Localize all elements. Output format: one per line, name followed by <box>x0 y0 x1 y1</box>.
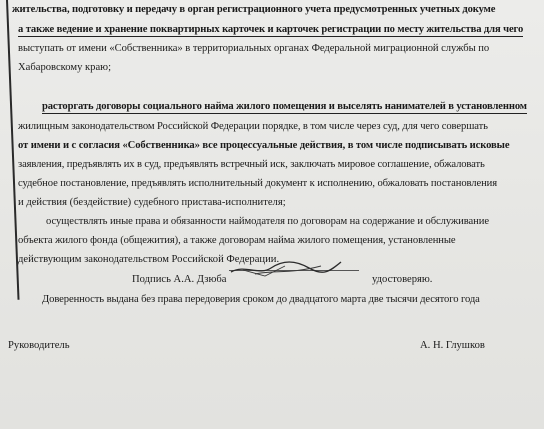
handwritten-signature <box>225 254 345 280</box>
body-line-6: жилищным законодательством Российской Федерации порядке, в том числе через суд, для чего совершать <box>18 121 488 132</box>
body-line-3: выступать от имени «Собственника» в территориальных органах Федеральной миграционной службы по <box>18 43 490 54</box>
body-line-5: расторгать договоры социального найма жилого помещения и выселять нанимателей в установленном <box>42 101 527 112</box>
body-line-9: судебное постановление, предъявлять исполнительный документ к исполнению, обжаловать постановления <box>18 178 497 189</box>
body-line-8: заявления, предъявлять их в суд, предъявлять встречный иск, заключать мировое соглашение, обжаловать <box>18 159 485 170</box>
body-line-4: Хабаровскому краю; <box>18 62 112 73</box>
signature-label: Подпись А.А. Дзюба <box>132 274 227 285</box>
body-line-13: действующим законодательством Российской Федерации. <box>18 254 280 265</box>
head-name: А. Н. Глушков <box>420 340 485 351</box>
body-line-12: объекта жилого фонда (общежития), а также договорам найма жилого помещения, установленные <box>18 235 456 246</box>
head-title: Руководитель <box>8 340 70 351</box>
body-line-7: от имени и с согласия «Собственника» все процессуальные действия, в том числе подписывать исковые <box>18 140 510 151</box>
body-line-10: и действия (бездействие) судебного пристава-исполнителя; <box>18 197 286 208</box>
validity-statement: Доверенность выдана без права передоверия сроком до двадцатого марта две тысячи десятого года <box>42 294 480 305</box>
body-line-11: осуществлять иные права и обязанности наймодателя по договорам на содержание и обслуживание <box>46 216 489 227</box>
signature-suffix: удостоверяю. <box>372 274 433 285</box>
body-line-1: жительства, подготовку и передачу в орган регистрационного учета предусмотренных учетных докуме <box>12 4 496 15</box>
body-line-2: а также ведение и хранение поквартирных карточек и карточек регистрации по месту жительства для чего <box>18 24 524 35</box>
